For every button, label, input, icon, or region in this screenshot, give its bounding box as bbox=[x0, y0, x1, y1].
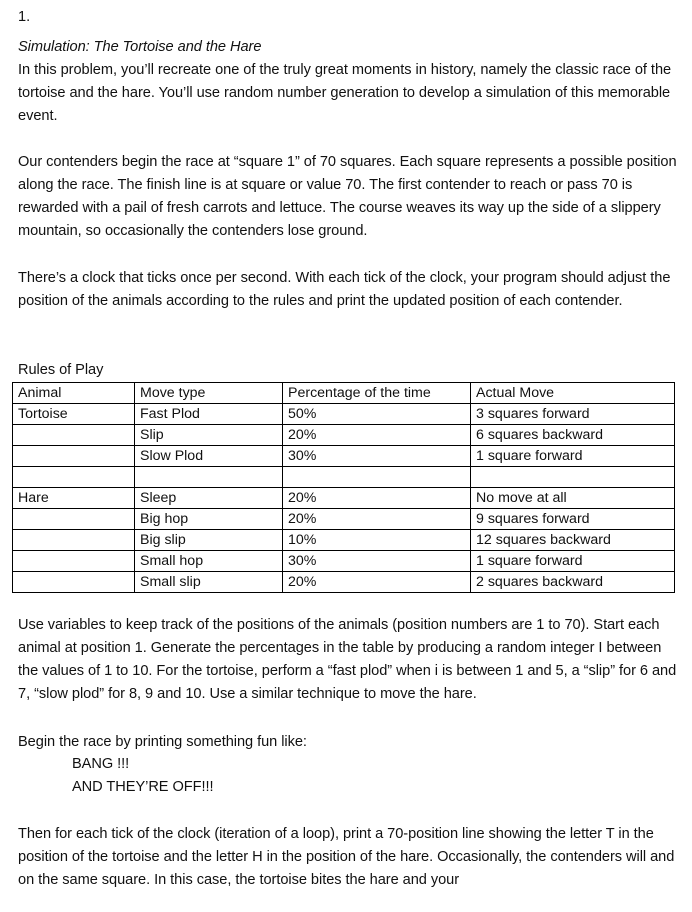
intro-paragraph: In this problem, you’ll recreate one of the truly great moments in history, namely the classic race of the tortoise and the hare. You’ll use random number generation to develop a simulation of this memorable event. bbox=[18, 62, 672, 124]
table-row bbox=[13, 425, 675, 446]
table-cell bbox=[471, 467, 675, 488]
table-cell: 3 squares forward bbox=[471, 404, 675, 425]
table-cell: 1 square forward bbox=[471, 446, 675, 467]
table-cell: 10% bbox=[283, 530, 471, 551]
table-header-row bbox=[13, 383, 675, 404]
table-cell: Fast Plod bbox=[135, 404, 283, 425]
table-cell: 12 squares backward bbox=[471, 530, 675, 551]
table-cell: Big slip bbox=[135, 530, 283, 551]
table-cell: No move at all bbox=[471, 488, 675, 509]
table-cell: 20% bbox=[283, 488, 471, 509]
table-row bbox=[13, 404, 675, 425]
table-cell: Sleep bbox=[135, 488, 283, 509]
rules-caption: Rules of Play bbox=[18, 362, 104, 378]
table-cell: 6 squares backward bbox=[471, 425, 675, 446]
table-cell: 20% bbox=[283, 572, 471, 593]
variables-paragraph: Use variables to keep track of the positions of the animals (position numbers are 1 to 70). Start each animal at position 1. Generate the percentages in the table by producing a random integer I between the values of 1 to 10. For the tortoise, perform a “fast plod” when i is between 1 and 5, a “slip” for 6 and 7, “slow plod” for 8, 9 and 10. Use a similar technique to move the hare. bbox=[18, 617, 677, 702]
table-cell: 30% bbox=[283, 551, 471, 572]
begin-line: Begin the race by printing something fun like: bbox=[18, 734, 307, 750]
table-cell: Hare bbox=[13, 488, 135, 509]
table-cell: 50% bbox=[283, 404, 471, 425]
header-cell: Percentage of the time bbox=[283, 383, 471, 404]
table-cell bbox=[13, 467, 135, 488]
table-cell: Slip bbox=[135, 425, 283, 446]
table-cell bbox=[283, 467, 471, 488]
table-cell: 20% bbox=[283, 509, 471, 530]
then-paragraph: Then for each tick of the clock (iteration of a loop), print a 70-position line showing the letter T in the position of the tortoise and the letter H in the position of the hare. Occasionally, the contenders will and on the same square. In this case, the tortoise bites the hare and your bbox=[18, 826, 675, 888]
table-cell: 9 squares forward bbox=[471, 509, 675, 530]
table-cell bbox=[13, 425, 135, 446]
problem-title: Simulation: The Tortoise and the Hare bbox=[18, 39, 262, 55]
table-row-spacer bbox=[13, 467, 675, 488]
table-row bbox=[13, 446, 675, 467]
header-cell: Animal bbox=[13, 383, 135, 404]
table-cell bbox=[13, 446, 135, 467]
table-cell: 20% bbox=[283, 425, 471, 446]
table-row bbox=[13, 572, 675, 593]
table-cell: 2 squares backward bbox=[471, 572, 675, 593]
contenders-paragraph: Our contenders begin the race at “square 1” of 70 squares. Each square represents a possible position along the race. The finish line is at square or value 70. The first contender to reach or pass 70 is rewarded with a pail of fresh carrots and lettuce. The course weaves its way up the side of a slippery mountain, so occasionally the contenders lose ground. bbox=[18, 154, 677, 239]
table-cell: Slow Plod bbox=[135, 446, 283, 467]
clock-paragraph: There’s a clock that ticks once per second. With each tick of the clock, your program should adjust the position of the animals according to the rules and print the updated position of each contender. bbox=[18, 270, 671, 309]
table-cell: 30% bbox=[283, 446, 471, 467]
bang-line: BANG !!! bbox=[72, 756, 130, 772]
rules-table bbox=[12, 382, 675, 593]
header-cell: Move type bbox=[135, 383, 283, 404]
table-cell: Small hop bbox=[135, 551, 283, 572]
table-cell bbox=[13, 551, 135, 572]
problem-number: 1. bbox=[18, 9, 31, 25]
table-cell bbox=[13, 509, 135, 530]
table-cell bbox=[13, 530, 135, 551]
header-cell: Actual Move bbox=[471, 383, 675, 404]
table-row bbox=[13, 530, 675, 551]
table-cell: Tortoise bbox=[13, 404, 135, 425]
table-row bbox=[13, 488, 675, 509]
off-line: AND THEY’RE OFF!!! bbox=[72, 779, 214, 795]
table-cell: Small slip bbox=[135, 572, 283, 593]
table-cell: 1 square forward bbox=[471, 551, 675, 572]
table-cell: Big hop bbox=[135, 509, 283, 530]
table-cell bbox=[135, 467, 283, 488]
table-row bbox=[13, 551, 675, 572]
table-row bbox=[13, 509, 675, 530]
table-cell bbox=[13, 572, 135, 593]
